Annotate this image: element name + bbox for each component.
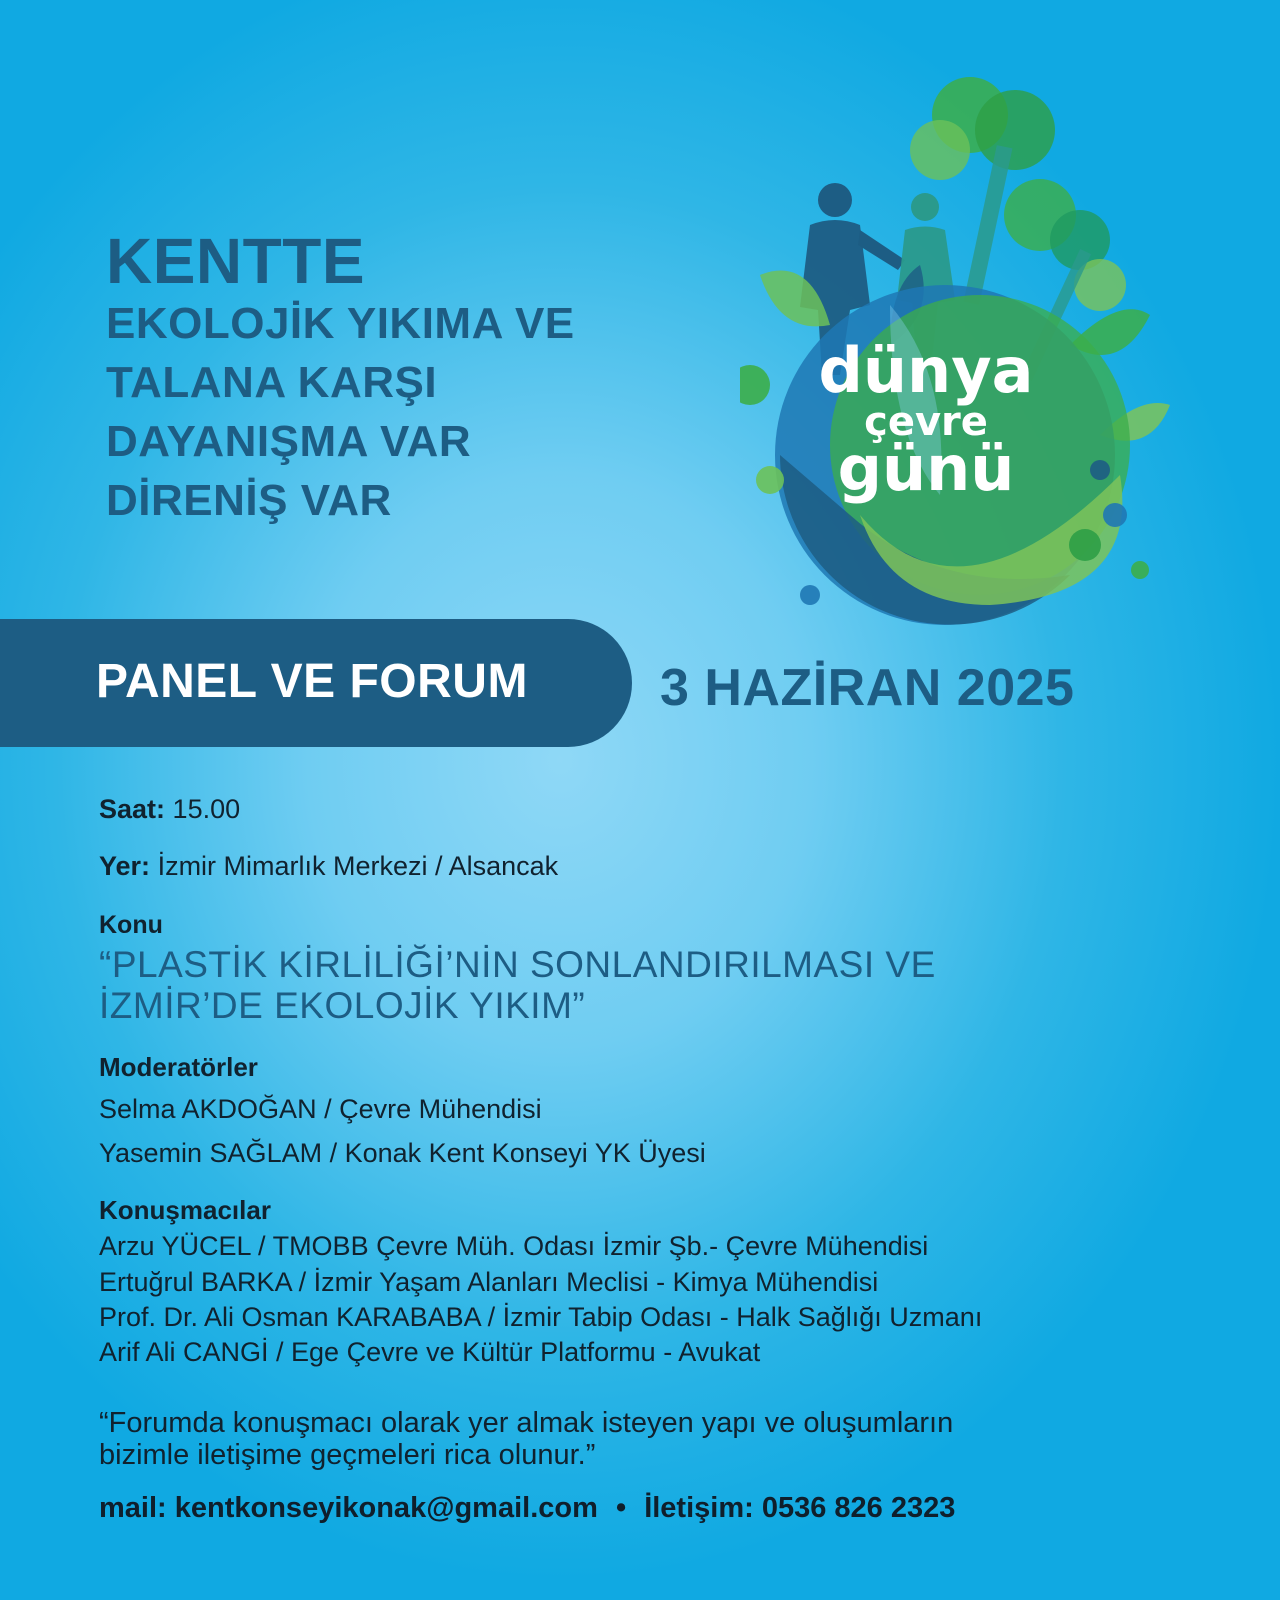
headline [106,225,575,530]
time-row [99,794,240,825]
place-row [99,851,558,882]
topic-label: Konu [99,911,163,939]
speaker-item: Arif Ali CANGİ / Ege Çevre ve Kültür Platformu - Avukat [99,1337,761,1367]
speaker-item: Arzu YÜCEL / TMOBB Çevre Müh. Odası İzmir Şb.- Çevre Mühendisi [99,1231,929,1261]
note-line-1: “Forumda konuşmacı olarak yer almak isteyen yapı ve oluşumların [99,1407,954,1439]
place-value: İzmir Mimarlık Merkezi / Alsancak [157,851,559,881]
speaker-item: Ertuğrul BARKA / İzmir Yaşam Alanları Meclisi - Kimya Mühendisi [99,1267,879,1297]
headline-line-2: EKOLOJİK YIKIMA VE [106,299,575,348]
phone-label: İletişim: [644,1492,754,1524]
headline-line-1: KENTTE [106,225,365,297]
logo-word-dunya: dünya [818,334,1034,407]
contact-line [99,1492,955,1525]
phone-number[interactable]: 0536 826 2323 [761,1492,956,1524]
topic-line-1: “PLASTİK KİRLİLİĞİ’NİN SONLANDIRILMASI VE [99,944,936,985]
separator-dot: • [615,1492,627,1524]
place-label: Yer: [99,851,151,881]
world-environment-day-logo [740,75,1180,635]
mail-address[interactable]: kentkonseyikonak@gmail.com [174,1492,598,1524]
mail-label: mail: [99,1492,167,1524]
topic-line-2: İZMİR’DE EKOLOJİK YIKIM” [99,985,586,1026]
event-date: 3 HAZİRAN 2025 [660,659,1075,717]
topic-title [99,944,936,1026]
moderator-item: Yasemin SAĞLAM / Konak Kent Konseyi YK Üyesi [99,1138,706,1168]
time-value: 15.00 [172,794,241,824]
logo-text [806,334,1046,505]
event-type-banner [0,619,632,747]
logo-word-cevre: çevre [864,399,988,445]
event-type-label: PANEL VE FORUM [96,655,528,708]
moderators-heading: Moderatörler [99,1052,258,1082]
moderator-item: Selma AKDOĞAN / Çevre Mühendisi [99,1094,542,1124]
speakers-heading: Konuşmacılar [99,1195,271,1225]
headline-line-4: DAYANIŞMA VAR [106,417,472,466]
note-line-2: bizimle iletişime geçmeleri rica olunur.” [99,1439,596,1471]
logo-word-gunu: günü [837,432,1015,505]
speaker-item: Prof. Dr. Ali Osman KARABABA / İzmir Tabip Odası - Halk Sağlığı Uzmanı [99,1302,983,1332]
forum-invitation-note [99,1407,953,1471]
headline-line-3: TALANA KARŞI [106,358,438,407]
headline-line-5: DİRENİŞ VAR [106,476,392,525]
time-label: Saat: [99,794,166,824]
